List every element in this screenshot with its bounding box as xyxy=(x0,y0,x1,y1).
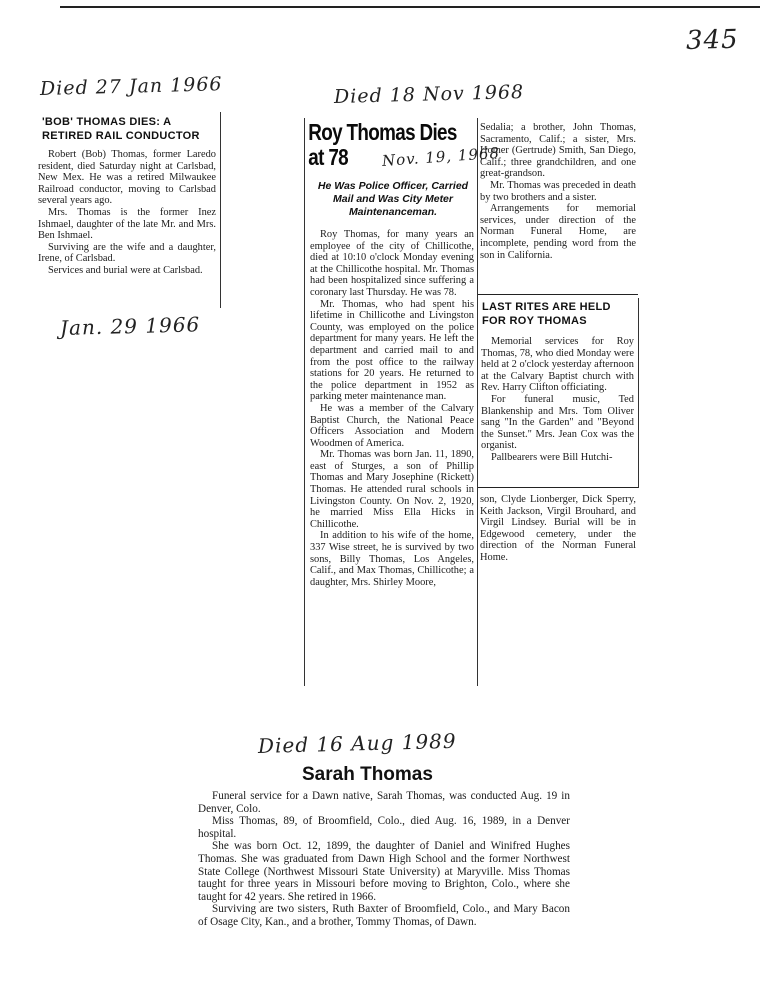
clip2-column-1 xyxy=(305,219,477,588)
clip2-paragraph: Arrangements for memorial services, under direction of the Norman Funeral Home, are incomplete, pending word from the son in California. xyxy=(480,203,636,261)
clip2-paragraph: Mr. Thomas was born Jan. 11, 1890, east of Sturges, a son of Phillip Thomas and Mary Josephine (Rickett) Thomas. He attended rural schools in Livingston County. On Nov. 2, 1920, he married Miss Ella Hicks in Chillicothe. xyxy=(310,449,474,530)
clip1-paragraph: Services and burial were at Carlsbad. xyxy=(48,264,203,276)
clip1-paragraph: Robert (Bob) Thomas, former Laredo resident, died Saturday night at Carlsbad, New Mex. He was a retired Milwaukee Railroad conductor, moving to Carlsbad several years ago. xyxy=(38,149,216,207)
clip2-paragraph: Mr. Thomas, who had spent his lifetime in Chillicothe and Livingston County, was employed on the police department for many years. He left the department and carried mail to and from the post office to the railway stations for 20 years. He returned to the police department in 1952 as parking meter maintenance man. xyxy=(310,298,474,403)
clip2-handwritten-date: Nov. 19, 1968 xyxy=(381,143,501,170)
clip4-paragraph: Surviving are two sisters, Ruth Baxter of Broomfield, Colo., and Mary Bacon of Osage City, Kan., and a brother, Tommy Thomas, of Dawn. xyxy=(198,903,570,928)
clip3-divider xyxy=(478,487,638,488)
clip2-paragraph: Mr. Thomas was preceded in death by two brothers and a sister. xyxy=(480,179,636,203)
clip1-paragraph: Surviving are the wife and a daughter, Irene, of Carlsbad. xyxy=(38,241,216,265)
clip4-paragraph: Miss Thomas, 89, of Broomfield, Colo., died Aug. 16, 1989, in a Denver hospital. xyxy=(198,815,570,840)
clip2-paragraph: Roy Thomas, for many years an employee of the city of Chillicothe, died at 10:10 o'clock Monday evening at the Chillicothe hospital. Mr. Thomas had been hospitalized since suffering a coronary last Thursday. He was 78. xyxy=(310,229,474,298)
clip3-obituary xyxy=(478,298,639,488)
clip3-paragraph: Pallbearers were Bill Hutchi- xyxy=(491,451,613,463)
top-rule xyxy=(60,6,760,8)
clip3-headline: LAST RITES ARE HELD FOR ROY THOMAS xyxy=(482,301,611,327)
clip2-column-2 xyxy=(480,122,636,261)
clip2-paragraph: He was a member of the Calvary Baptist Church, the National Peace Officers Association and Modern Woodmen of America. xyxy=(310,402,474,449)
clip3-paragraph: For funeral music, Ted Blankenship and Mrs. Tom Oliver sang "In the Garden" and "Beyond the Sunset." Mrs. Jean Cox was the organist. xyxy=(481,393,634,452)
clip1-headline: 'BOB' THOMAS DIES: A RETIRED RAIL CONDUCTOR xyxy=(42,116,200,142)
clip2-paragraph: Sedalia; a brother, John Thomas, Sacramento, Calif.; a sister, Mrs. Homer (Gertrude) Smith, San Diego, Calif.; three grandchildren, and one great-grandson. xyxy=(480,122,636,180)
clip4-paragraph: Funeral service for a Dawn native, Sarah Thomas, was conducted Aug. 19 in Denver, Colo. xyxy=(198,790,570,815)
clip2-obituary xyxy=(304,118,478,686)
clip2-subheadline: He Was Police Officer, Carried Mail and Was City Meter Maintenanceman. xyxy=(317,180,469,218)
clip1-paragraph: Mrs. Thomas is the former Inez Ishmael, daughter of the late Mr. and Mrs. Ben Ishmael. xyxy=(38,206,216,242)
clip3-continuation: son, Clyde Lionberger, Dick Sperry, Keith Jackson, Virgil Brouhard, and Virgil Lindsey. Burial will be in Edgewood cemetery, under the direction of the Norman Funeral Home. xyxy=(480,494,636,563)
clip4-paragraph: She was born Oct. 12, 1899, the daughter of Daniel and Winifred Hughes Thomas. She was graduated from Dawn High School and the former Northwest State College (Northwest Missouri State University) at Maryville. Miss Thomas taught for three years in Missouri before moving to Brighton, Colo., where she taught for 42 years. She retired in 1966. xyxy=(198,840,570,903)
clip3-paragraph: Memorial services for Roy Thomas, 78, who died Monday were held at 2 o'clock yesterday afternoon at the Calvary Baptist church with Rev. Harry Clifton officiating. xyxy=(481,336,634,394)
clip2-paragraph: In addition to his wife of the home, 337 Wise street, he is survived by two sons, Billy Thomas, Los Angeles, Calif., and Max Thomas, Chillicothe; a daughter, Mrs. Shirley Moore, xyxy=(310,530,474,588)
page-number: 345 xyxy=(685,24,740,56)
clip4-handwritten-death: Died 16 Aug 1989 xyxy=(257,728,457,758)
clip4-body xyxy=(198,790,570,929)
clip1-handwritten-date: Jan. 29 1966 xyxy=(59,312,201,340)
clip2-divider xyxy=(478,294,638,295)
clip4-headline: Sarah Thomas xyxy=(302,764,433,785)
clip2-headline: Roy Thomas Dies at 78 xyxy=(308,119,457,170)
clip2-handwritten-death: Died 18 Nov 1968 xyxy=(333,81,525,108)
clip1-obituary xyxy=(34,112,221,308)
clip1-body xyxy=(34,143,220,277)
clip1-handwritten-death: Died 27 Jan 1966 xyxy=(39,73,223,100)
clip3-body xyxy=(478,328,638,464)
